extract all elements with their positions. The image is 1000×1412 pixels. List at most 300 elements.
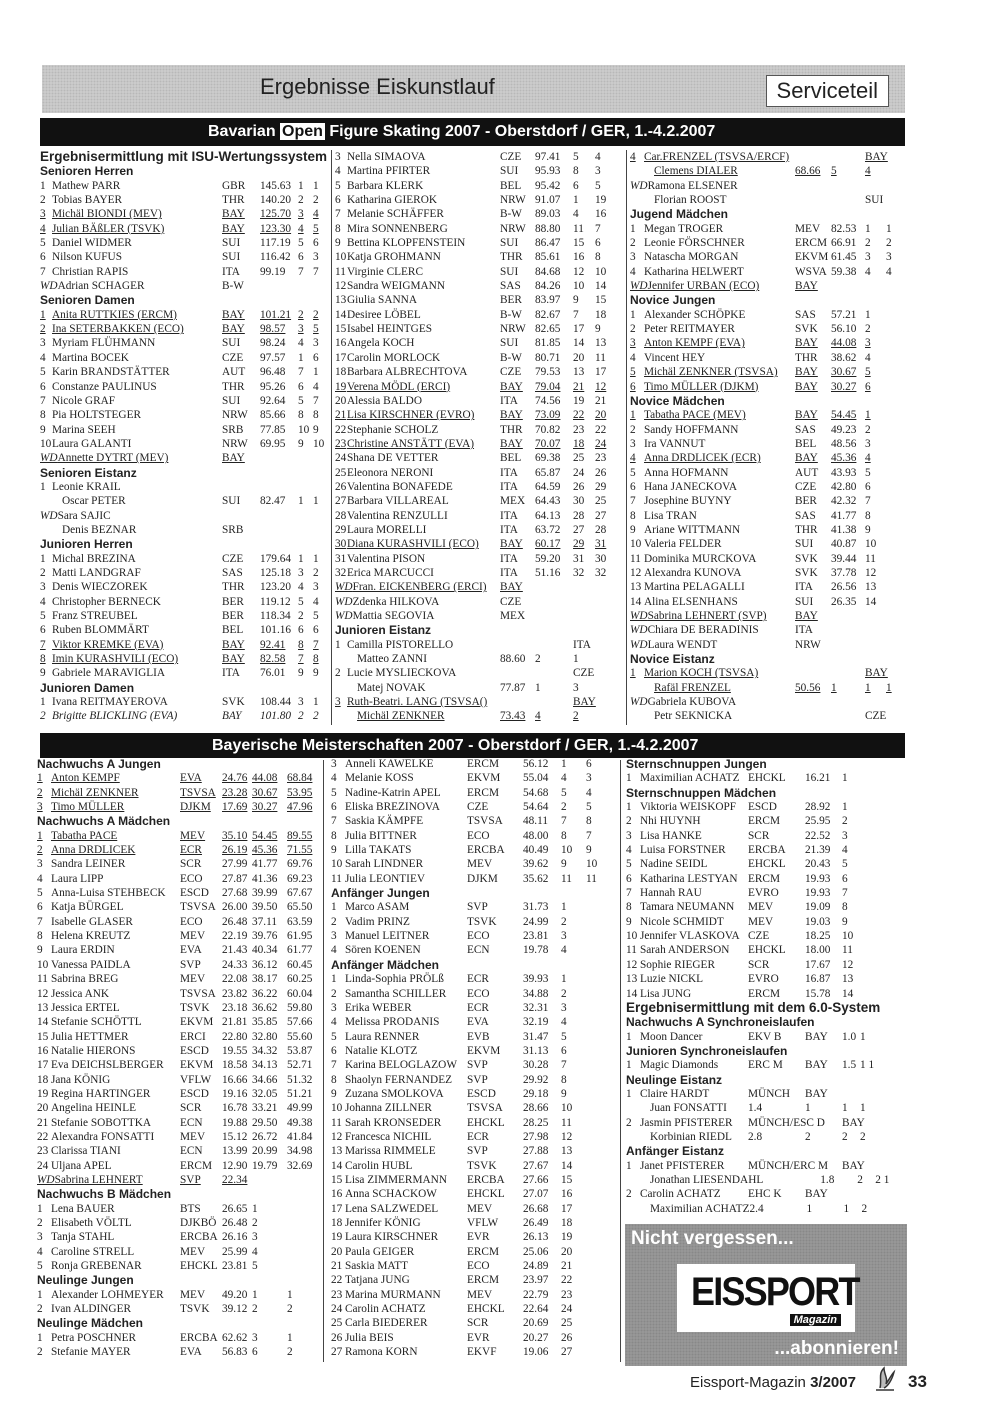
placement-1 xyxy=(865,179,886,193)
ad-headline: Nicht vergessen... xyxy=(631,1228,794,1249)
score xyxy=(260,451,298,465)
placement-2 xyxy=(586,1030,606,1044)
result-row xyxy=(331,771,616,785)
rank: 5 xyxy=(331,786,337,799)
rank: 2 xyxy=(626,1188,632,1201)
category-heading: Jugend Mädchen xyxy=(630,207,729,222)
rank: 14 xyxy=(37,1016,49,1029)
score: 56.12 xyxy=(523,758,549,770)
placement-1: 8 xyxy=(842,901,848,914)
score: 1 xyxy=(535,681,541,694)
score: 4 xyxy=(535,710,541,723)
nation-club: EHCKL xyxy=(180,1260,218,1273)
name: Sabrina BREG xyxy=(51,973,119,986)
result-row xyxy=(335,695,625,709)
result-row xyxy=(630,250,920,264)
score: 30.27 xyxy=(831,380,857,393)
score xyxy=(831,623,865,637)
score: 41.77 xyxy=(831,509,857,522)
placement-2: 7 xyxy=(586,829,592,842)
section-label: Serviceteil xyxy=(766,75,889,107)
placement-2: 28 xyxy=(595,523,607,536)
name: Julia BEIS xyxy=(345,1331,394,1344)
nation-club: BEL xyxy=(222,624,244,637)
placement-1: 1.0 xyxy=(842,1030,857,1043)
result-row xyxy=(40,380,330,394)
placement-1: 9 xyxy=(842,915,848,928)
name: Hana JANECKOVA xyxy=(644,480,737,493)
placement-1: 1 xyxy=(842,1102,848,1115)
rank: 24 xyxy=(331,1303,343,1316)
result-row xyxy=(331,900,616,914)
score: 26.48 xyxy=(222,1217,248,1229)
result-row xyxy=(626,929,920,943)
name: Laura LIPP xyxy=(51,872,104,885)
placement-1 xyxy=(573,580,595,594)
result-row xyxy=(335,552,625,566)
placement-2: 15 xyxy=(595,294,607,307)
result-row xyxy=(630,638,920,652)
nation-club: MEV xyxy=(180,1245,206,1258)
result-row xyxy=(40,566,330,580)
rank: 7 xyxy=(40,638,46,651)
placement-1: 10 xyxy=(842,930,854,943)
category-heading: Novice Mädchen xyxy=(630,393,725,408)
placement-1: 4 xyxy=(298,581,304,594)
placement-2 xyxy=(886,595,908,609)
nation-club: ECO xyxy=(467,930,490,943)
name: Annette DYTRT (MEV) xyxy=(57,452,169,465)
rank: 1 xyxy=(630,667,636,680)
placement-1: 4 xyxy=(865,452,871,465)
rank: 2 xyxy=(331,987,337,1000)
result-row xyxy=(335,265,625,279)
rank: 2 xyxy=(40,566,46,579)
name: Janet PFISTERER xyxy=(640,1159,725,1172)
placement-1: 2 xyxy=(252,1303,258,1316)
nation-club: ERCBA xyxy=(180,1231,218,1244)
name: Erica MARCUCCI xyxy=(347,566,434,579)
placement-1: 2 xyxy=(561,801,567,814)
result-row xyxy=(630,279,920,293)
name: Ivana REITMAYEROVA xyxy=(52,696,168,709)
placement-2 xyxy=(595,638,617,652)
name: Tatjana JUNG xyxy=(345,1274,410,1287)
score: 95.26 xyxy=(260,380,286,393)
result-row xyxy=(40,623,330,637)
result-row xyxy=(37,1230,320,1244)
rank: 11 xyxy=(335,265,346,278)
result-row xyxy=(630,466,920,480)
placement-2 xyxy=(586,1273,606,1287)
rank: 1 xyxy=(37,829,43,842)
result-row xyxy=(40,509,330,523)
rank: 6 xyxy=(40,380,46,393)
rank: 4 xyxy=(37,1245,43,1258)
score xyxy=(831,279,865,293)
placement-1: 39.99 xyxy=(252,887,278,900)
placement-1: 5 xyxy=(298,595,304,608)
placement-1: 4 xyxy=(865,351,871,364)
placement-1 xyxy=(298,523,313,537)
rank: 26 xyxy=(335,480,347,493)
placement-2: 69.76 xyxy=(287,858,313,871)
rank: 6 xyxy=(335,194,341,207)
placement-1: 1 xyxy=(252,1288,258,1301)
rank: 5 xyxy=(37,887,43,900)
score: 40.87 xyxy=(831,538,857,551)
name: Michäl BIONDI (MEV) xyxy=(52,208,162,221)
category-heading: Novice Eistanz xyxy=(630,652,715,667)
placement-2 xyxy=(860,1187,880,1201)
rank: 4 xyxy=(37,872,43,885)
placement-2: 47.96 xyxy=(287,801,313,814)
result-row xyxy=(40,265,330,279)
rank: 1 xyxy=(37,1202,43,1215)
nation-club: SAS xyxy=(795,509,816,522)
nation-club: EKVM xyxy=(467,1044,501,1057)
rank: 21 xyxy=(37,1116,49,1129)
placement-2 xyxy=(886,322,908,336)
result-row xyxy=(335,451,625,465)
nation-club: BER xyxy=(795,495,817,508)
score: 82.47 xyxy=(260,495,286,508)
nation-club: ERCBA xyxy=(748,844,786,857)
score: 97.41 xyxy=(535,151,561,163)
nation-club: SVK xyxy=(795,323,818,336)
result-row xyxy=(626,958,920,972)
name: Laura KIRSCHNER xyxy=(345,1231,439,1244)
nation-club: ECR xyxy=(180,844,202,857)
rank: 4 xyxy=(331,944,337,957)
rank: 8 xyxy=(37,930,43,943)
placement-2: 4 xyxy=(313,380,319,393)
nation-club: ECN xyxy=(180,1145,203,1158)
name: Michäl ZENKNER xyxy=(357,710,445,723)
placement-2 xyxy=(860,1159,880,1173)
placement-1: 2 xyxy=(842,815,848,828)
score: 84.68 xyxy=(535,265,561,278)
placement-1: 6 xyxy=(865,480,871,493)
result-row xyxy=(335,638,625,652)
nation-club: CZE xyxy=(748,930,770,943)
nation-club: 68.66 xyxy=(795,165,821,178)
placement-1: 4 xyxy=(298,337,304,350)
placement-2 xyxy=(595,681,617,695)
name: Ramona ELSENER xyxy=(647,179,738,192)
result-row xyxy=(331,1216,616,1230)
result-row xyxy=(37,915,320,929)
placement-1: 5 xyxy=(252,1260,258,1273)
placement-1: 35.85 xyxy=(252,1016,278,1029)
result-row xyxy=(40,336,330,350)
result-row xyxy=(630,164,920,178)
score: 25.06 xyxy=(523,1245,549,1258)
rank: 3 xyxy=(335,151,341,163)
result-row xyxy=(37,886,320,900)
result-row xyxy=(40,423,330,437)
rank xyxy=(630,193,644,207)
name: Angelina HEINLE xyxy=(51,1102,137,1115)
placement-1: 2 xyxy=(857,1173,863,1186)
rank: 6 xyxy=(40,251,46,264)
score: 95.42 xyxy=(535,179,561,192)
score: 19.93 xyxy=(805,872,831,885)
result-row xyxy=(626,972,920,986)
score: 63.72 xyxy=(535,523,561,536)
rank: 21 xyxy=(335,409,347,422)
nation-club: EKVM xyxy=(467,772,501,785)
nation-club: BAY xyxy=(222,452,245,465)
score xyxy=(805,1116,842,1130)
name: Tanja STAHL xyxy=(51,1231,115,1244)
subscription-ad[interactable] xyxy=(625,1224,907,1366)
ad-cta: ...abonnieren! xyxy=(774,1338,899,1359)
name: Ira VANNUT xyxy=(644,437,706,450)
nation-club: EHCKL xyxy=(748,772,786,785)
placement-1: 23 xyxy=(573,423,585,436)
rank: 26 xyxy=(331,1331,343,1344)
placement-2 xyxy=(313,451,330,465)
score: 5 xyxy=(831,165,837,178)
nation-club: CZE xyxy=(222,552,244,565)
score: 12.90 xyxy=(222,1159,248,1172)
placement-1: 8 xyxy=(298,638,304,651)
score: 27.87 xyxy=(222,872,248,885)
placement-2: 5 xyxy=(313,222,319,235)
result-row xyxy=(331,857,616,871)
nation-club: THR xyxy=(500,423,523,436)
placement-1 xyxy=(842,1187,860,1201)
placement-1: 17 xyxy=(573,323,585,336)
nation-club: EVA xyxy=(180,1346,202,1359)
result-row xyxy=(40,609,330,623)
nation-club: ITA xyxy=(500,552,518,565)
result-row xyxy=(37,987,320,1001)
category-heading: Sternschnuppen Mädchen xyxy=(626,785,777,800)
placement-1: 1 xyxy=(561,758,567,770)
placement-2: 3 xyxy=(595,165,601,178)
score: 15.78 xyxy=(805,987,831,1000)
placement-2 xyxy=(860,943,880,957)
placement-1: 5 xyxy=(298,237,304,250)
result-row xyxy=(630,322,920,336)
placement-1: 12 xyxy=(865,566,877,579)
nation-club: CZE xyxy=(467,801,489,814)
placement-2: 34.98 xyxy=(287,1145,313,1158)
rank: 16 xyxy=(335,337,347,350)
rank: 1 xyxy=(40,179,46,192)
rank: 3 xyxy=(331,930,337,943)
result-row xyxy=(37,1144,320,1158)
result-row xyxy=(37,1130,320,1144)
rank: 19 xyxy=(37,1087,49,1100)
placement-2: 10 xyxy=(313,437,325,450)
placement-2: 1 xyxy=(313,552,319,565)
placement-2: 14 xyxy=(595,280,607,293)
score: 76.01 xyxy=(260,667,286,680)
nation-club: ECR xyxy=(467,973,489,986)
name: Matti LANDGRAF xyxy=(52,566,141,579)
result-row xyxy=(626,1087,920,1101)
score: 23.97 xyxy=(523,1274,549,1287)
result-row xyxy=(630,566,920,580)
nation-club: BAY xyxy=(222,638,245,651)
score: 28.66 xyxy=(523,1102,549,1115)
placement-1 xyxy=(298,451,313,465)
rank: 14 xyxy=(331,1159,343,1172)
placement-1: 33.21 xyxy=(252,1102,278,1115)
rank: 3 xyxy=(630,251,636,264)
nation-club: EKV B xyxy=(748,1030,782,1043)
result-row xyxy=(630,695,920,709)
score xyxy=(831,709,865,723)
rank: 10 xyxy=(40,437,52,450)
rank: 31 xyxy=(335,552,347,565)
rank: 4 xyxy=(630,265,636,278)
name: Shaolyn FERNANDEZ xyxy=(345,1073,453,1086)
rank: WD xyxy=(630,624,648,637)
placement-2: 9 xyxy=(313,667,319,680)
placement-1: 36.62 xyxy=(252,1001,278,1014)
placement-2 xyxy=(886,308,908,322)
name: Matej NOVAK xyxy=(357,681,426,694)
nation-club: BAY xyxy=(222,653,245,666)
placement-1 xyxy=(865,609,886,623)
placement-1: 11 xyxy=(561,1116,572,1129)
rank: 11 xyxy=(630,552,641,565)
placement-1: 32 xyxy=(573,566,585,579)
result-row xyxy=(37,1030,320,1044)
nation-club: TSVK xyxy=(180,1001,210,1014)
score: 21.43 xyxy=(222,944,248,957)
nation-club: MEV xyxy=(467,1288,493,1301)
placement-2 xyxy=(860,886,880,900)
placement-1: 1 xyxy=(573,194,579,207)
score: 24.76 xyxy=(222,772,248,785)
result-row xyxy=(630,265,920,279)
result-row xyxy=(630,480,920,494)
category-heading: Neulinge Eistanz xyxy=(626,1072,723,1087)
name: Viktor KREMKE (EVA) xyxy=(52,638,164,651)
score: 95.93 xyxy=(535,165,561,178)
placement-2: 55.60 xyxy=(287,1030,313,1043)
score xyxy=(831,179,865,193)
result-row xyxy=(331,1316,616,1330)
placement-1 xyxy=(842,1087,860,1101)
placement-2: 61.95 xyxy=(287,930,313,943)
rank: 27 xyxy=(331,1346,343,1359)
score: 19.93 xyxy=(805,887,831,900)
result-row xyxy=(37,1259,320,1273)
score xyxy=(535,638,573,652)
nation-club: MEV xyxy=(467,858,493,871)
placement-2 xyxy=(886,609,908,623)
placement-1: 1 xyxy=(298,495,304,508)
name: Michal BREZINA xyxy=(52,552,136,565)
nation-club: TSVSA xyxy=(467,815,503,828)
placement-2 xyxy=(860,857,880,871)
result-row xyxy=(37,900,320,914)
rank: 6 xyxy=(37,901,43,914)
nation-club: GBR xyxy=(222,179,246,192)
placement-2 xyxy=(586,1173,606,1187)
score: 1 xyxy=(831,681,837,694)
nation-club: EVRO xyxy=(748,973,779,986)
rank: 10 xyxy=(630,538,642,551)
result-row xyxy=(626,915,920,929)
name: Valentina PISON xyxy=(347,552,426,565)
score xyxy=(831,609,865,623)
score: 45.36 xyxy=(831,452,857,465)
nation-club: SUI xyxy=(222,394,241,407)
rank: 29 xyxy=(335,523,347,536)
placement-2: 4 xyxy=(313,595,319,608)
placement-1: 5 xyxy=(561,1030,567,1043)
placement-2 xyxy=(886,695,908,709)
placement-2 xyxy=(860,872,880,886)
placement-2: 61.77 xyxy=(287,944,313,957)
score: 15.12 xyxy=(222,1130,248,1143)
name: Jennifer URBAN (ECO) xyxy=(647,280,760,293)
score xyxy=(535,595,573,609)
nation-club: MEV xyxy=(180,1288,206,1301)
nation-club: SRB xyxy=(222,423,244,436)
placement-1: 1 xyxy=(252,1202,258,1215)
rank: 2 xyxy=(630,237,636,250)
name: Carla BIEDERER xyxy=(345,1317,428,1330)
result-row xyxy=(626,943,920,957)
score: 101.80 xyxy=(260,710,292,723)
placement-1: 2 xyxy=(252,1217,258,1229)
result-row xyxy=(335,566,625,580)
placement-1: 12 xyxy=(842,958,854,971)
name: Constanze PAULINUS xyxy=(52,380,157,393)
nation-club: SUI xyxy=(500,237,519,250)
rank: 11 xyxy=(331,1116,342,1129)
rank: WD xyxy=(335,581,353,594)
rank xyxy=(40,523,52,537)
placement-1: 25 xyxy=(561,1317,573,1330)
nation-club: BER xyxy=(222,595,244,608)
name: Melanie SCHÄFFER xyxy=(347,208,444,221)
result-row xyxy=(40,552,330,566)
name: Viktoria WEISKOPF xyxy=(640,801,737,814)
rank: 23 xyxy=(37,1145,49,1158)
result-row xyxy=(37,872,320,886)
name: Carolin ACHATZ xyxy=(640,1188,721,1201)
placement-2 xyxy=(287,1173,320,1187)
rank: 24 xyxy=(335,452,347,465)
nation-club: MEV xyxy=(180,973,206,986)
rank: 16 xyxy=(331,1188,343,1201)
name: Leonie KRAIL xyxy=(52,480,121,493)
placement-2: 1 xyxy=(313,495,319,508)
score: 80.71 xyxy=(535,351,561,364)
nation-club: TSVK xyxy=(467,1159,497,1172)
name: Timo MÜLLER (DJKM) xyxy=(644,380,759,393)
result-row xyxy=(630,236,920,250)
name: Adrian SCHAGER xyxy=(57,280,145,293)
score: 28.25 xyxy=(523,1116,549,1129)
placement-1: 11 xyxy=(561,872,572,885)
rank: 14 xyxy=(335,308,347,321)
score: 22.34 xyxy=(222,1173,248,1186)
rank: 7 xyxy=(335,208,341,221)
placement-2 xyxy=(860,843,880,857)
placement-1: 10 xyxy=(865,538,877,551)
result-row xyxy=(335,179,625,193)
